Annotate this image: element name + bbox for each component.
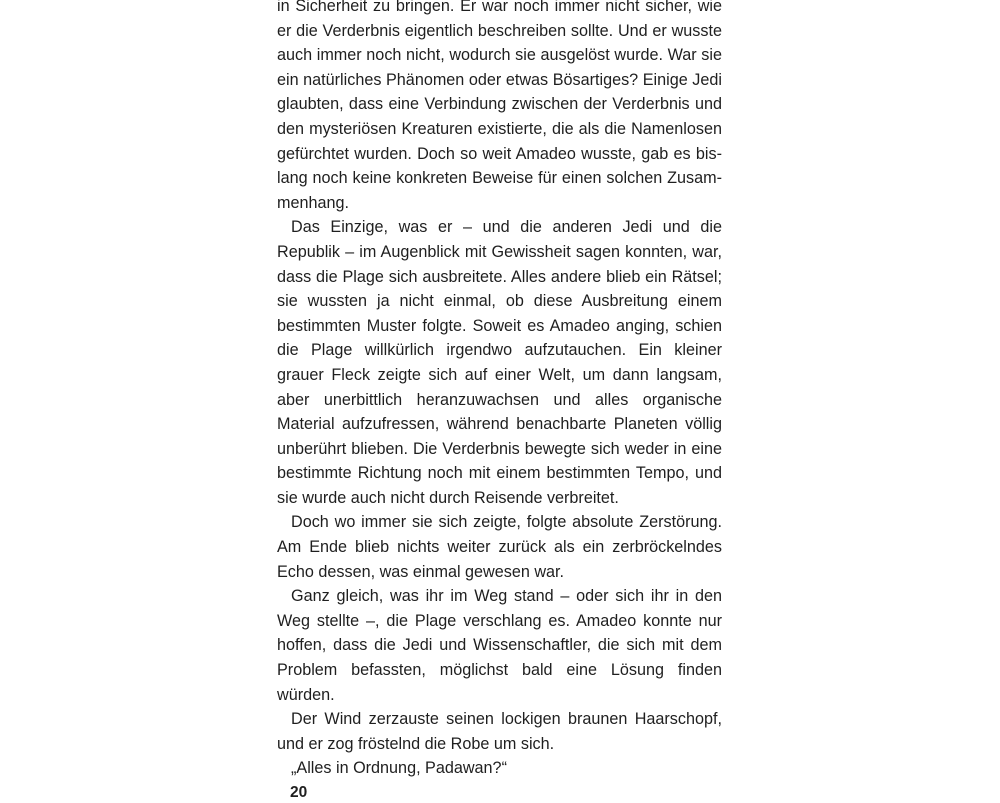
paragraph-das-einzige: Das Einzige, was er – und die anderen Jedi und die Republik – im Augenblick mit Gewissheit sagen konnten, war, dass die Plage sich ausbreitete. Alles andere blieb ein Rätsel; sie wussten ja nicht einmal, ob diese Ausbreitung einem bestimmten Muster folgte. Soweit es Amadeo anging, schien die Plage willkürlich irgendwo aufzutauchen. Ein kleiner grauer Fleck zeigte sich auf einer Welt, um dann langsam, aber unerbittlich heranzuwachsen und alles organische Material aufzufressen, während benachbarte Planeten völlig unberührt blieben. Die Verderbnis bewegte sich weder in eine bestimmte Richtung noch mit einem bestimmten Tempo, und sie wurde auch nicht durch Reisende verbreitet. [277, 218, 722, 507]
paragraph-dialogue: „Alles in Ordnung, Padawan?“ [291, 759, 507, 778]
body-text [277, 0, 722, 781]
paragraph-doch-wo-immer: Doch wo immer sie sich zeigte, folgte absolute Zerstörung. Am Ende blieb nichts weiter zurück als ein zerbröckelndes Echo dessen, was einmal gewesen war. [277, 513, 722, 581]
paragraph-der-wind: Der Wind zerzauste seinen lockigen braunen Haarschopf, und er zog fröstelnd die Robe um sich. [277, 710, 722, 753]
page-number: 20 [290, 784, 308, 801]
paragraph-continuation: in Sicherheit zu bringen. Er war noch immer nicht sicher, wie er die Verderbnis eigentlich beschreiben sollte. Und er wusste auch immer noch nicht, wodurch sie ausgelöst wurde. War sie ein natürliches Phänomen oder etwas Bösartiges? Einige Jedi glaubten, dass eine Verbindung zwischen der Verderbnis und den mysteriösen Kreaturen existierte, die als die Namenlosen gefürchtet wurden. Doch so weit Amadeo wusste, gab es bislang noch keine konkreten Beweise für einen solchen Zusammenhang. [277, 0, 722, 212]
paragraph-ganz-gleich: Ganz gleich, was ihr im Weg stand – oder sich ihr in den Weg stellte –, die Plage verschlang es. Amadeo konnte nur hoffen, dass die Jedi und Wissenschaftler, die sich mit dem Problem befassten, möglichst bald eine Lösung finden würden. [277, 587, 722, 704]
